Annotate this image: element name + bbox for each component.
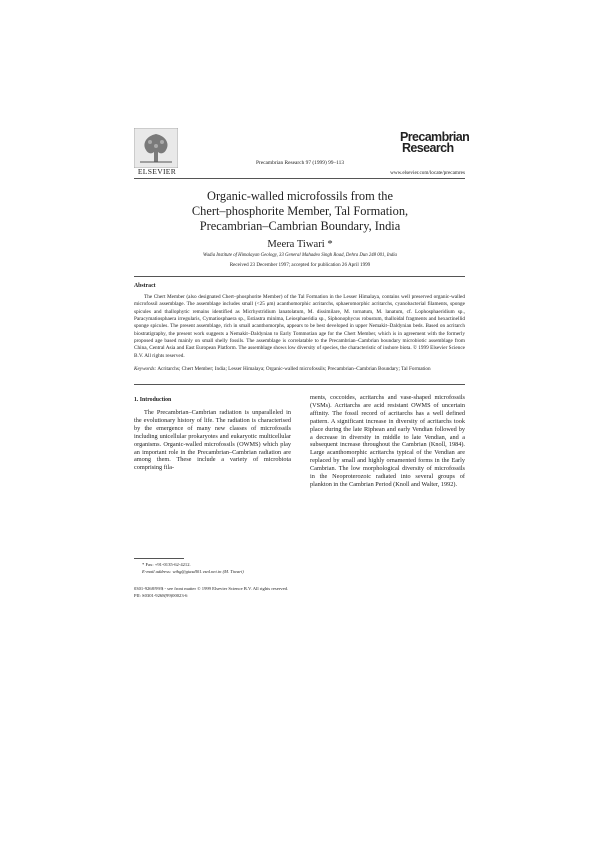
abstract-top-rule <box>134 276 465 277</box>
journal-citation: Precambrian Research 97 (1999) 99–113 <box>255 160 345 166</box>
journal-url[interactable]: www.elsevier.com/locate/precamres <box>390 170 465 176</box>
intro-right-column: ments, coccoides, acritarchs and vase-shaped microfossils (VSMs). Acritarchs are acid resistant OWMS of uncertain affinity. The fossil record of acritarchs has a well defined pattern. A significant increase in diversity of acritarchs took place during the late Riphean and early Vendian followed by a decrease in diversity in middle to late Vendian, and a subsequent increase throughout the Cambrian (Knoll, 1984). Large acanthomorphic acritarchs typical of the Vendian are replaced by small and highly ornamented forms in the Early Cambrian. The low morphological diversity of microfossils in the Neoproterozoic radiated into several groups of plankton in the Cambrian Period (Knoll and Walter, 1992). <box>310 394 465 488</box>
received-dates: Received 23 December 1997; accepted for publication 26 April 1999 <box>229 262 371 268</box>
article-title <box>140 189 460 235</box>
keywords-list: Acritarchs; Chert Member; India; Lesser Himalaya; Organic-walled microfossils; Precambrian–Cambrian Boundary; Tal Formation <box>157 366 431 372</box>
abstract-text: The Chert Member (also designated Chert–phosphorite Member) of the Tal Formation in the Lesser Himalaya, contains well preserved organic-walled microfossil assemblage. The assemblage includes small (<25 μm) acanthomorphic acritarchs, sphaeromorphic acritarchs, cyanobacterial filaments, sponge spicules and thallophytic remains identified as Micrhystridium lanatolatum, M. dissimilare, M. tornatum, M. lanatum, cf. Lophosphaeridium sp., Paracymatiosphaera irregularis, Cymatiosphaera sp., Estiastra minima, Leiosphaeridia sp., Siphonophycus robustum, thalloidal fragments and hexactinellid sponge spicules. The present assemblage, rich in small acanthomorphs, appears to be best developed in upper Nemakit–Daldynian beds. Based on acritarch biostratigraphy, the present work suggests a Nemakit–Daldynian to Early Tommotian age for the Chert Member, which is in agreement with the formerly proposed age based mainly on small shelly fossils. The assemblage is correlatable to the Precambrian–Cambrian boundary microbiotic assemblage from China, Central Asia and East European Platform. The assemblage shows low diversity of species, the characteristic of inshore biota. © 1999 Elsevier Science B.V. All rights reserved. <box>134 294 465 359</box>
keywords-label: Keywords: <box>134 366 157 372</box>
footnote-fax: * Fax: +91-0135-62-4212. <box>142 562 191 567</box>
copyright-block <box>134 586 465 599</box>
title-line-3: Precambrian–Cambrian Boundary, India <box>199 219 401 234</box>
pii-line: PII: S0301-9268(99)00023-6 <box>134 592 188 598</box>
publisher-name: ELSEVIER <box>137 167 177 176</box>
abstract-heading: Abstract <box>134 283 156 289</box>
title-line-2: Chert–phosphorite Member, Tal Formation, <box>191 204 409 219</box>
elsevier-tree-logo <box>134 128 178 168</box>
footnote-rule <box>134 558 184 559</box>
title-line-1: Organic-walled microfossils from the <box>207 189 393 203</box>
footnote-email-text: E-mail address: wihg@giasdl01.vsnl.net.in (M. Tiwari) <box>142 569 244 574</box>
footnote-email <box>134 569 299 574</box>
intro-left-column: The Precambrian–Cambrian radiation is unparalleled in the evolutionary history of life. The radiation is characterised by the emergence of many new classes of microfossils including unicellular prokaryotes and eukaryotic multicellular organisms. Organic-walled microfossils (OWMS) which play an important role in the Precambrian–Cambrian radiation are among them. These include a variety of microbiota comprising fila- <box>134 409 291 472</box>
abstract-bottom-rule <box>134 384 465 385</box>
copyright-line: 0301-9268/99/$ - see front matter © 1999 Elsevier Science B.V. All rights reserved. <box>134 586 289 591</box>
author-affiliation: Wadia Institute of Himalayan Geology, 33 General Mahadeo Singh Road, Dehra Dun 248 001, India <box>203 253 397 258</box>
section-heading-introduction: 1. Introduction <box>134 397 172 403</box>
journal-logo <box>400 130 470 155</box>
author-name: Meera Tiwari * <box>267 239 333 250</box>
journal-logo-line1: Precambrian <box>400 130 470 144</box>
journal-logo-line2: Research <box>402 141 454 155</box>
header-rule <box>134 178 465 179</box>
keywords <box>134 366 465 373</box>
